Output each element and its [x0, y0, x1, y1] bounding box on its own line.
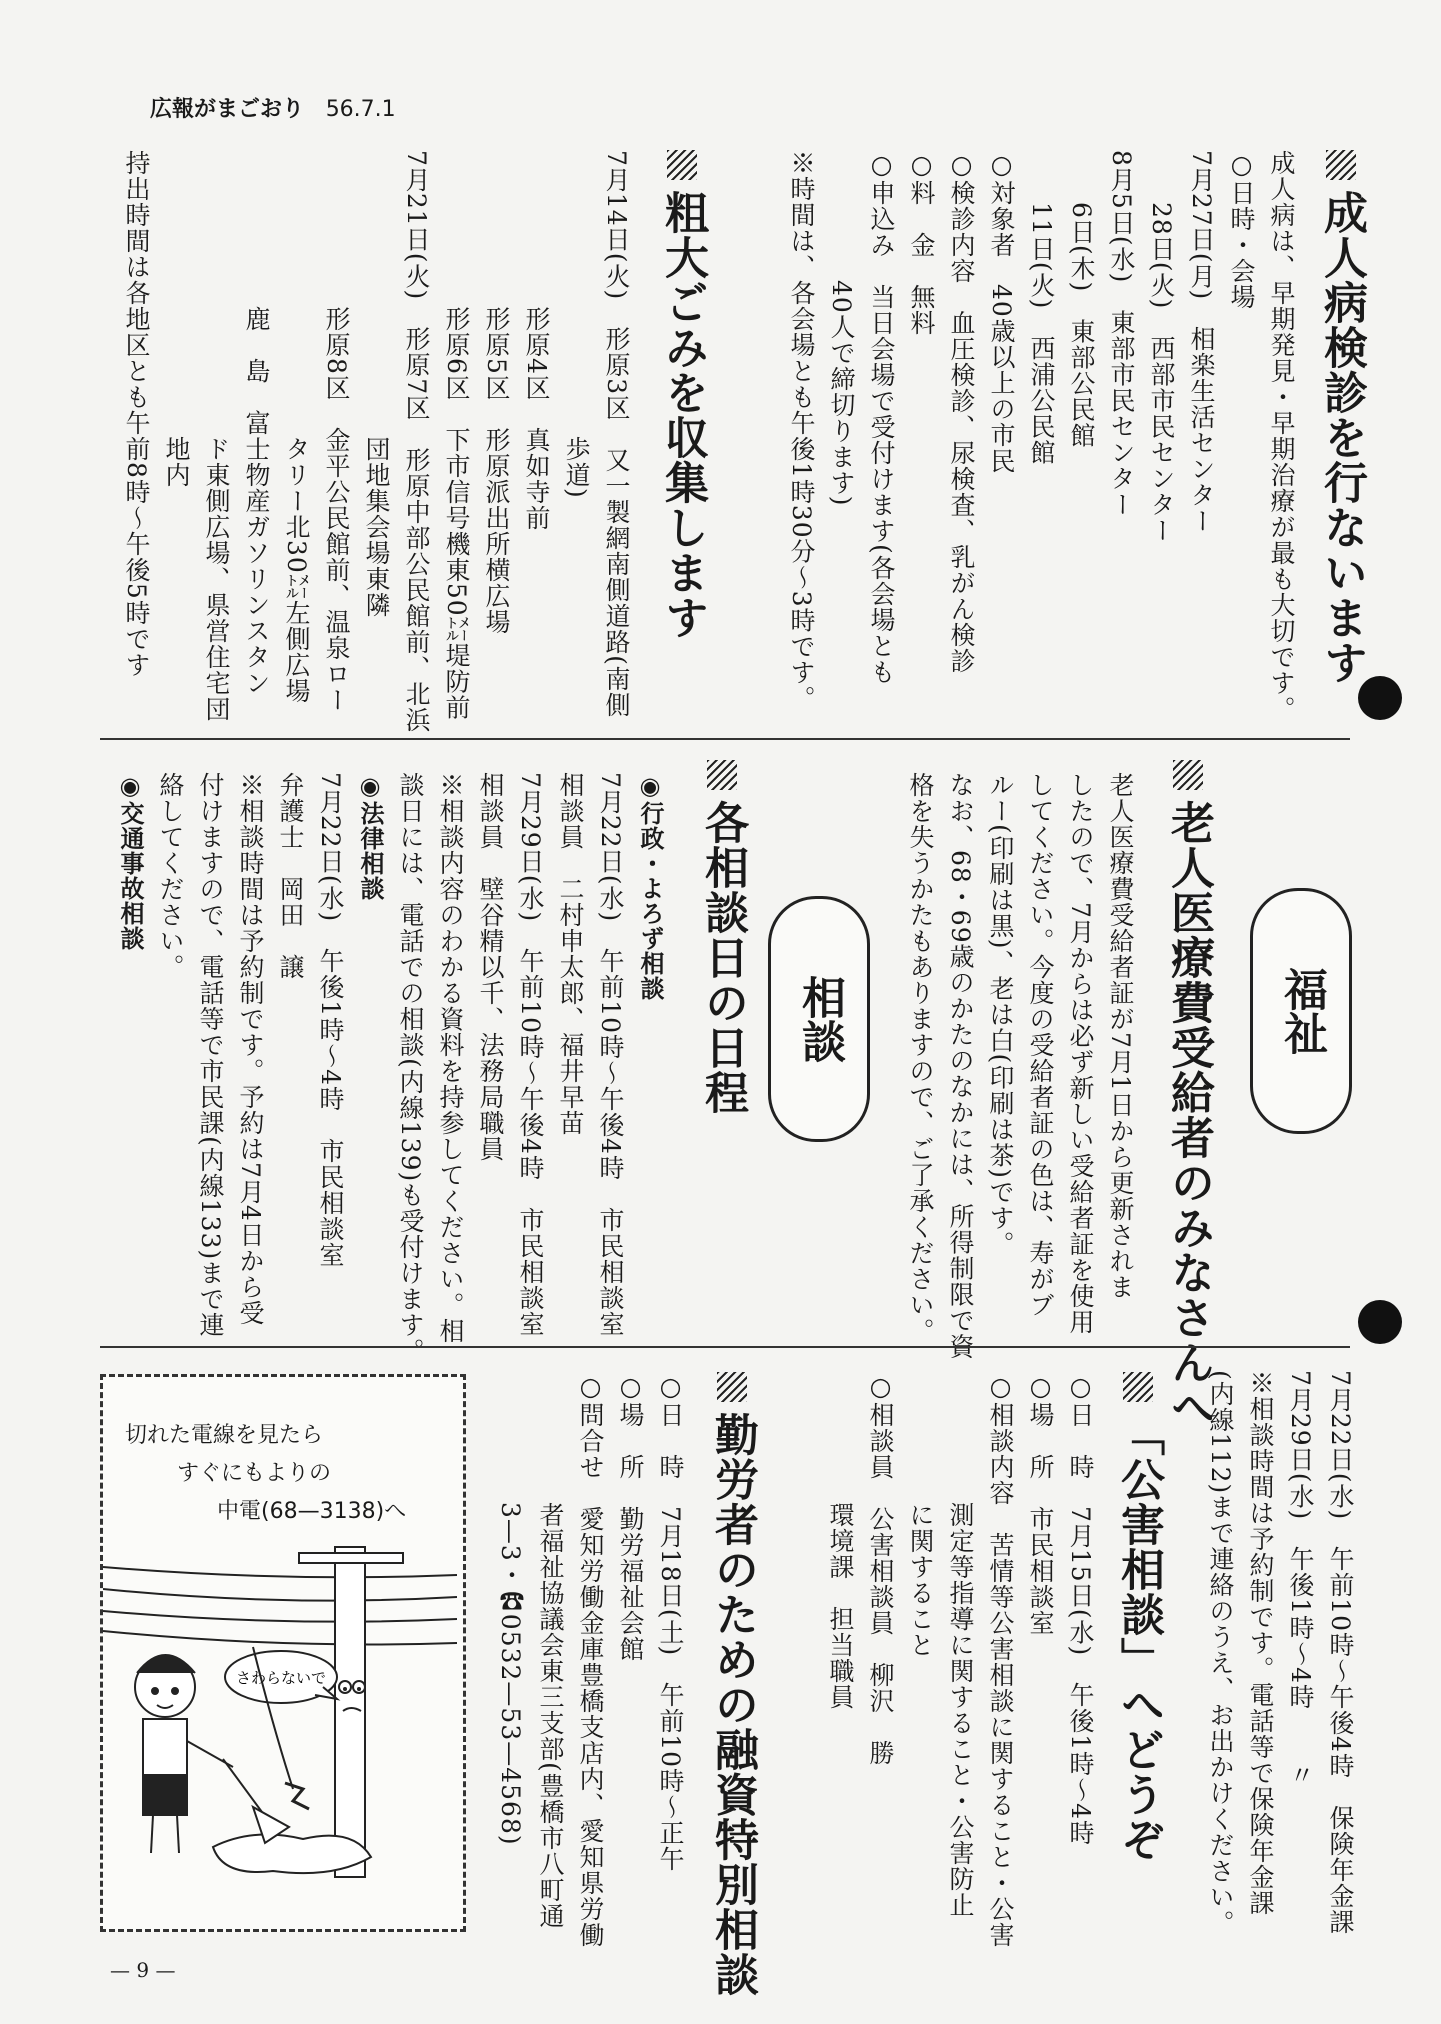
kougai-line: ○相談内容 苦情等公害相談に関すること・公害 [986, 1372, 1015, 1948]
fukushi-line: なお、68・69歳のかたのなかには、所得制限で資 [946, 772, 975, 1360]
crossarm [299, 1553, 403, 1563]
soudan-line: 談日には、電話での相談(内線139)も受付けます。 [396, 772, 425, 1365]
masthead-title: 広報がまごおり [150, 97, 305, 122]
speech-bubble [225, 1651, 337, 1703]
hatch-mark-icon [717, 1372, 747, 1402]
sodai-line: 形原5区 形原派出所横広場 [482, 150, 511, 635]
soudan-line: 絡してください。 [156, 772, 185, 980]
seijin-line: 28日(火) 西部市民センター [1147, 150, 1176, 544]
seijin-body [741, 150, 1301, 720]
soudan-line: ※相談時間は予約制です。予約は7月4日から受 [236, 772, 265, 1326]
sodai-line: 持出時間は各地区とも午前8時〜午後5時です [122, 150, 151, 678]
caption-line: 中電(68—3138)へ [217, 1499, 407, 1524]
fukushi-heading: 老人医療費受給者のみなさんへ [1156, 760, 1220, 1430]
caption-line: 切れた電線を見たら [125, 1423, 324, 1448]
seijin-heading: 成人病検診を行ないます [1309, 150, 1373, 685]
sodai-line: ド東側広場、県営住宅団 [202, 150, 231, 722]
kougai-line: 測定等指導に関すること・公害防止 [946, 1372, 975, 1918]
hatch-mark-icon [707, 760, 737, 790]
fukushi-line: ルー(印刷は黒)、老は白(印刷は茶)です。 [986, 772, 1015, 1258]
soudan-subheading: ◉交通事故相談 [116, 772, 144, 951]
seijin-line: 8月5日(水) 東部市民センター [1107, 150, 1136, 518]
seijin-line: 11日(火) 西浦公民館 [1027, 150, 1056, 466]
hatch-mark-icon [1326, 150, 1356, 180]
illustration-caption [125, 1417, 406, 1531]
masthead [150, 92, 396, 123]
caption-line: すぐにもよりの [177, 1461, 332, 1486]
seijin-line: ○日時・会場 [1227, 150, 1256, 310]
kougai-line: 環境課 担当職員 [826, 1372, 855, 1710]
sodai-line: 形原4区 真如寺前 [522, 150, 551, 531]
soudan-line: 弁護士 岡田 譲 [276, 772, 305, 980]
seijin-line: 7月27日(月) 相楽生活センター [1187, 150, 1216, 535]
hatch-mark-icon [667, 150, 697, 180]
kotsu-body [1190, 1370, 1360, 1940]
soudan-subheading: ◉行政・よろず相談 [636, 772, 664, 1001]
kougai-line: ○場 所 市民相談室 [1026, 1372, 1055, 1636]
soudan-line: 7月22日(水) 午前10時〜午後4時 市民相談室 [596, 772, 625, 1337]
kinrosha-line: 3—3・☎0532—53—4568) [496, 1372, 525, 1846]
sodai-line: タリー北30㍍左側広場 [282, 150, 311, 704]
soudan-line: 付けますので、電話等で市民課(内線133)まで連 [196, 772, 225, 1339]
soudan-line: 相談員 二村申太郎、福井早苗 [556, 772, 585, 1136]
speech-text: さわらないで [235, 1669, 327, 1687]
fukushi-line: 老人医療費受給者証が7月1日から更新されま [1106, 772, 1135, 1300]
soudan-line: 7月29日(水) 午前10時〜午後4時 市民相談室 [516, 772, 545, 1337]
seijin-line: ※時間は、各会場とも午後1時30分〜3時です。 [787, 150, 816, 712]
pole-icon [335, 1547, 365, 1877]
utility-pole-cartoon [103, 1527, 457, 1927]
safety-illustration-panel [100, 1374, 466, 1932]
kougai-line: ○相談員 公害相談員 柳沢 勝 [866, 1372, 895, 1766]
seijin-line: ○対象者 40歳以上の市民 [987, 150, 1016, 474]
fukushi-line: 格を失うかたもありますので、ご了承ください。 [906, 772, 935, 1344]
soudan-heading: 各相談日の日程 [690, 760, 754, 1115]
kinrosha-heading: 勤労者のための融資特別相談 [700, 1372, 764, 1997]
kotsu-line: (内線112)まで連絡のうえ、お出かけください。 [1206, 1370, 1235, 1937]
section-divider [100, 738, 1350, 740]
kougai-line: に関すること [906, 1372, 935, 1658]
page-number: — 9 — [110, 1958, 176, 1982]
sodai-heading: 粗大ごみを収集します [650, 150, 714, 640]
kougai-body [820, 1372, 1100, 1948]
seijin-line: ○申込み 当日会場で受付けます(各会場とも [867, 150, 896, 685]
kinrosha-line: 者福祉協議会東三支部(豊橋市八町通 [536, 1372, 565, 1929]
kougai-heading: 「公害相談」へどうぞ [1106, 1372, 1170, 1862]
kotsu-line: 7月29日(水) 午後1時〜4時 〃 [1286, 1370, 1315, 1789]
soudan-line: ※相談内容のわかる資料を持参してください。相 [436, 772, 465, 1344]
sodai-body [96, 150, 636, 734]
soudan-body [100, 772, 670, 1365]
sodai-line: 団地集会場東隣 [362, 150, 391, 618]
section-bullet-icon [1358, 1300, 1402, 1344]
sodai-line: 形原8区 金平公民館前、温泉ロー [322, 150, 351, 713]
soudan-badge: 相談 [768, 896, 870, 1142]
section-divider [100, 1346, 1350, 1348]
seijin-line: ○検診内容 血圧検診、尿検査、乳がん検診 [947, 150, 976, 674]
kinrosha-body [480, 1372, 690, 1948]
sodai-line: 7月14日(火) 形原3区 又一製網南側道路(南側 [602, 150, 631, 718]
section-bullet-icon [1358, 676, 1402, 720]
seijin-line: ○料 金 無料 [907, 150, 936, 336]
hatch-mark-icon [1173, 760, 1203, 790]
soudan-subheading: ◉法律相談 [356, 772, 384, 901]
sodai-line: 形原6区 下市信号機東50㍍堤防前 [442, 150, 471, 721]
fukushi-line: してください。今度の受給者証の色は、寿がブ [1026, 772, 1055, 1318]
fukushi-badge: 福祉 [1250, 888, 1352, 1134]
kinrosha-line: ○日 時 7月18日(土) 午前10時〜正午 [656, 1372, 685, 1873]
sodai-line: 歩道) [562, 150, 591, 499]
fukushi-body [900, 772, 1140, 1360]
soudan-line: 7月22日(水) 午後1時〜4時 市民相談室 [316, 772, 345, 1269]
fukushi-line: したので、7月からは必ず新しい受給者証を使用 [1066, 772, 1095, 1335]
seijin-line: 成人病は、早期発見・早期治療が最も大切です。 [1267, 150, 1296, 722]
masthead-date: 56.7.1 [325, 97, 396, 122]
wire-lines [103, 1567, 457, 1645]
seijin-line: 40人で締切ります) [827, 150, 856, 507]
sodai-line: 地内 [162, 150, 191, 488]
soudan-line: 相談員 壁谷精以千、法務局職員 [476, 772, 505, 1162]
kotsu-line: ※相談時間は予約制です。電話等で保険年金課 [1246, 1370, 1275, 1916]
kougai-line: ○日 時 7月15日(水) 午後1時〜4時 [1066, 1372, 1095, 1847]
spark-icon [285, 1783, 309, 1809]
kinrosha-line: ○場 所 勤労福祉会館 [616, 1372, 645, 1662]
kotsu-line: 7月22日(水) 午前10時〜午後4時 保険年金課 [1326, 1370, 1355, 1935]
sodai-line: 鹿 島 富士物産ガソリンスタン [242, 150, 271, 696]
sodai-line: 7月21日(火) 形原7区 形原中部公民館前、北浜 [402, 150, 431, 734]
puddle [213, 1835, 371, 1874]
hatch-mark-icon [1123, 1372, 1153, 1402]
seijin-line: 6日(木) 東部公民館 [1067, 150, 1096, 449]
kinrosha-line: ○問合せ 愛知労働金庫豊橋支店内、愛知県労働 [576, 1372, 605, 1948]
